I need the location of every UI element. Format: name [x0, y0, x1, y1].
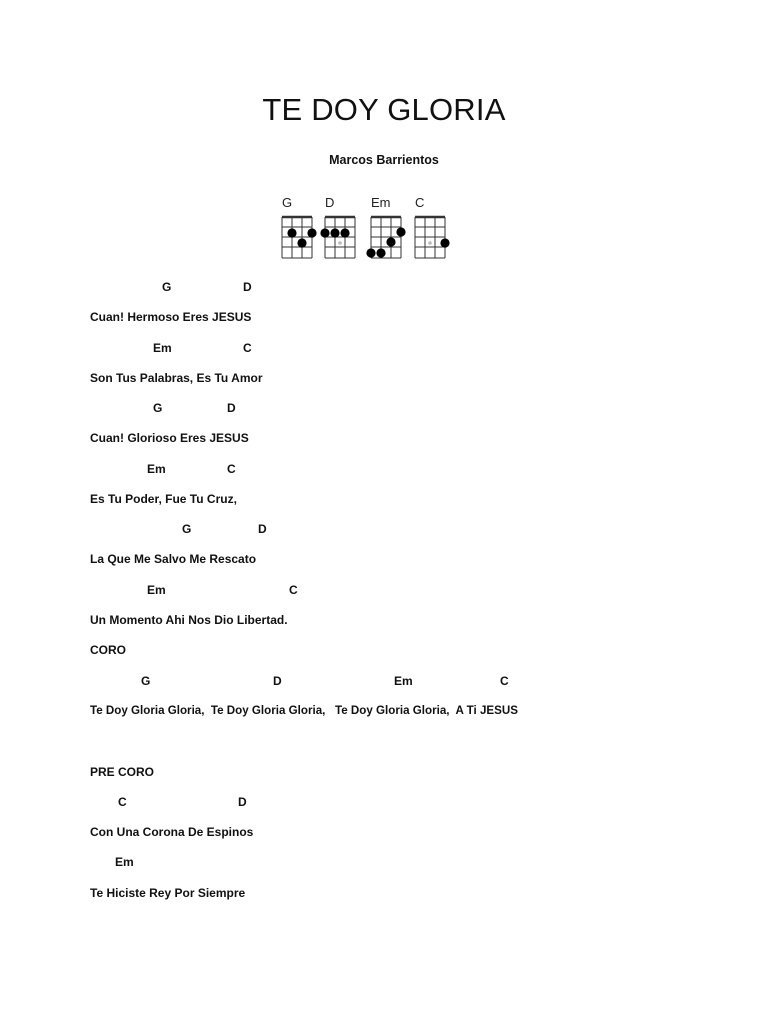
chord-label: Em: [153, 341, 172, 355]
chord-label: G: [153, 401, 163, 415]
chord-name-em: Em: [371, 195, 391, 210]
chord-diagram-c: [415, 195, 450, 258]
section-label-coro: CORO: [90, 643, 126, 657]
chord-name-d: D: [325, 195, 335, 210]
lyric-line: Te Hiciste Rey Por Siempre: [90, 886, 246, 900]
chord-label: C: [289, 583, 298, 597]
chord-label: D: [258, 522, 267, 536]
chord-diagram-g: [282, 195, 317, 258]
ukulele-chord-em-diagram-icon: [371, 217, 401, 258]
lyric-line: La Que Me Salvo Me Rescato: [90, 552, 257, 566]
chord-label: D: [238, 795, 247, 809]
chord-label: C: [118, 795, 127, 809]
chord-label: G: [141, 674, 151, 688]
chord-label: Em: [115, 855, 134, 869]
lyric-line: Cuan! Glorioso Eres JESUS: [90, 431, 249, 445]
chord-label: C: [227, 462, 236, 476]
chord-label: D: [243, 280, 252, 294]
chord-label: D: [273, 674, 282, 688]
ukulele-chord-d-diagram-icon: [325, 217, 355, 258]
chord-name-c: C: [415, 195, 425, 210]
lyric-line: Son Tus Palabras, Es Tu Amor: [90, 371, 263, 385]
ukulele-chord-g-diagram-icon: [282, 217, 312, 258]
chord-label: Em: [147, 583, 166, 597]
chord-name-g: G: [282, 195, 293, 210]
chord-label: G: [162, 280, 172, 294]
chord-label: G: [182, 522, 192, 536]
chord-diagram-d: [320, 195, 355, 258]
song-title: TE DOY GLORIA: [262, 92, 506, 127]
chord-diagrams: [277, 187, 495, 265]
lyric-line: Te Doy Gloria Gloria, Te Doy Gloria Gloria, Te Doy Gloria Gloria, A Ti JESUS: [90, 704, 518, 717]
lyric-line: Con Una Corona De Espinos: [90, 825, 254, 839]
chord-label: C: [243, 341, 252, 355]
artist-name: Marcos Barrientos: [329, 153, 439, 167]
chord-label: Em: [147, 462, 166, 476]
chord-diagram-em: [366, 195, 405, 258]
chord-label: C: [500, 674, 509, 688]
section-label-pre-coro: PRE CORO: [90, 765, 155, 779]
lyric-line: Un Momento Ahi Nos Dio Libertad.: [90, 613, 288, 627]
chord-label: D: [227, 401, 236, 415]
lyric-line: Cuan! Hermoso Eres JESUS: [90, 310, 252, 324]
ukulele-chord-c-diagram-icon: [415, 217, 445, 258]
lyric-line: Es Tu Poder, Fue Tu Cruz,: [90, 492, 237, 506]
chord-label: Em: [394, 674, 413, 688]
